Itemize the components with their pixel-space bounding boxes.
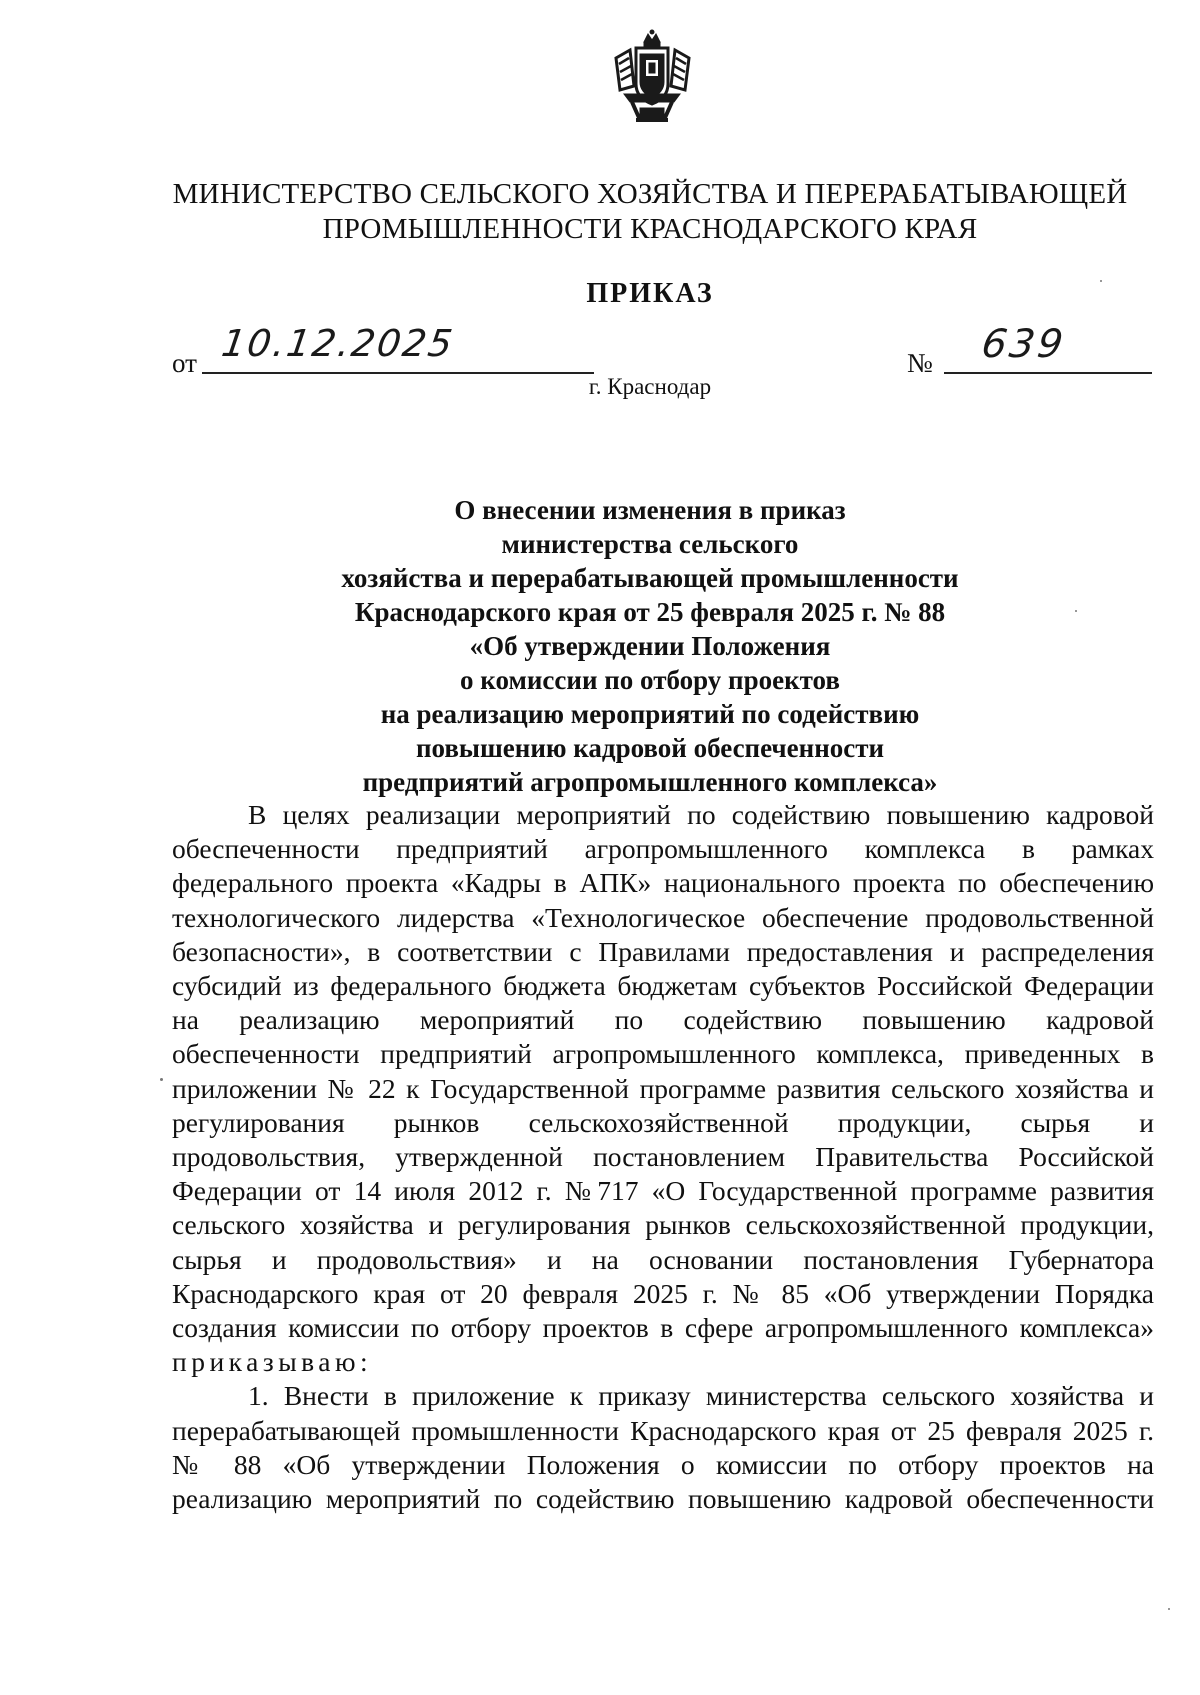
- order-title: [150, 493, 1150, 799]
- title-line: министерства сельского: [501, 529, 799, 559]
- body-line: создания комиссии по отбору проектов в сфере агропромышленного комплекса»: [172, 1312, 1154, 1344]
- order-verb: приказываю:: [172, 1346, 373, 1378]
- body-line: приложении № 22 к Государственной программе развития сельского хозяйства и: [172, 1072, 1154, 1104]
- body-line: сырья и продовольствия» и на основании постановления Губернатора: [172, 1243, 1154, 1275]
- body-line: реализацию мероприятий по содействию повышению кадровой обеспеченности: [172, 1483, 1154, 1515]
- body-line: регулирования рынков сельскохозяйственной продукции, сырья и: [172, 1106, 1154, 1138]
- body-line: продовольствия, утвержденной постановлением Правительства Российской: [172, 1141, 1154, 1173]
- order-body: [172, 798, 1154, 1516]
- title-line: повышению кадровой обеспеченности: [415, 733, 885, 763]
- title-line: предприятий агропромышленного комплекса»: [362, 767, 938, 797]
- coat-of-arms-emblem: [610, 28, 695, 126]
- body-line: 1. Внести в приложение к приказу министерства сельского хозяйства и: [248, 1380, 1154, 1412]
- body-line: субсидий из федерального бюджета бюджетам субъектов Российской Федерации: [172, 970, 1154, 1002]
- date-number-row: [172, 322, 1152, 378]
- handwritten-number: 639: [978, 322, 1069, 367]
- title-line: о комиссии по отбору проектов: [460, 665, 840, 695]
- scan-speck: [1075, 610, 1077, 612]
- document-type-heading: ПРИКАЗ: [586, 278, 714, 309]
- body-line: Краснодарского края от 20 февраля 2025 г. № 85 «Об утверждении Порядка: [172, 1277, 1154, 1309]
- number-label: №: [907, 348, 933, 378]
- ministry-name-line: ПРОМЫШЛЕННОСТИ КРАСНОДАРСКОГО КРАЯ: [322, 213, 978, 245]
- city-name: г. Краснодар: [588, 374, 712, 399]
- scan-speck: [160, 1078, 163, 1081]
- ministry-name: [150, 177, 1150, 247]
- body-line: технологического лидерства «Технологическое обеспечение продовольственной: [172, 901, 1154, 933]
- body-line: В целях реализации мероприятий по содействию повышению кадровой: [248, 799, 1154, 830]
- ministry-name-line: МИНИСТЕРСТВО СЕЛЬСКОГО ХОЗЯЙСТВА И ПЕРЕРАБАТЫВАЮЩЕЙ: [172, 178, 1128, 210]
- title-line: «Об утверждении Положения: [469, 631, 831, 661]
- body-line: на реализацию мероприятий по содействию повышению кадровой: [172, 1004, 1154, 1036]
- body-line: обеспеченности предприятий агропромышленного комплекса, приведенных в: [172, 1038, 1154, 1070]
- title-line: хозяйства и перерабатывающей промышленности: [341, 563, 959, 593]
- title-line: О внесении изменения в приказ: [454, 495, 846, 525]
- body-line: № 88 «Об утверждении Положения о комиссии по отбору проектов на: [172, 1448, 1154, 1480]
- title-line: на реализацию мероприятий по содействию: [380, 699, 920, 729]
- handwritten-date: 10.12.2025: [218, 322, 457, 365]
- body-line: федерального проекта «Кадры в АПК» национального проекта по обеспечению: [172, 867, 1154, 899]
- scan-speck: [1168, 1608, 1170, 1610]
- body-line: безопасности», в соответствии с Правилами предоставления и распределения: [172, 935, 1154, 967]
- date-label: от: [172, 348, 197, 378]
- title-line: Краснодарского края от 25 февраля 2025 г. № 88: [354, 597, 946, 627]
- scan-speck: [1100, 280, 1102, 282]
- body-line: обеспеченности предприятий агропромышленного комплекса в рамках: [172, 833, 1154, 865]
- body-line: перерабатывающей промышленности Краснодарского края от 25 февраля 2025 г.: [172, 1414, 1154, 1446]
- body-line: сельского хозяйства и регулирования рынков сельскохозяйственной продукции,: [172, 1209, 1154, 1241]
- body-line: Федерации от 14 июля 2012 г. №717 «О Государственной программе развития: [172, 1175, 1154, 1207]
